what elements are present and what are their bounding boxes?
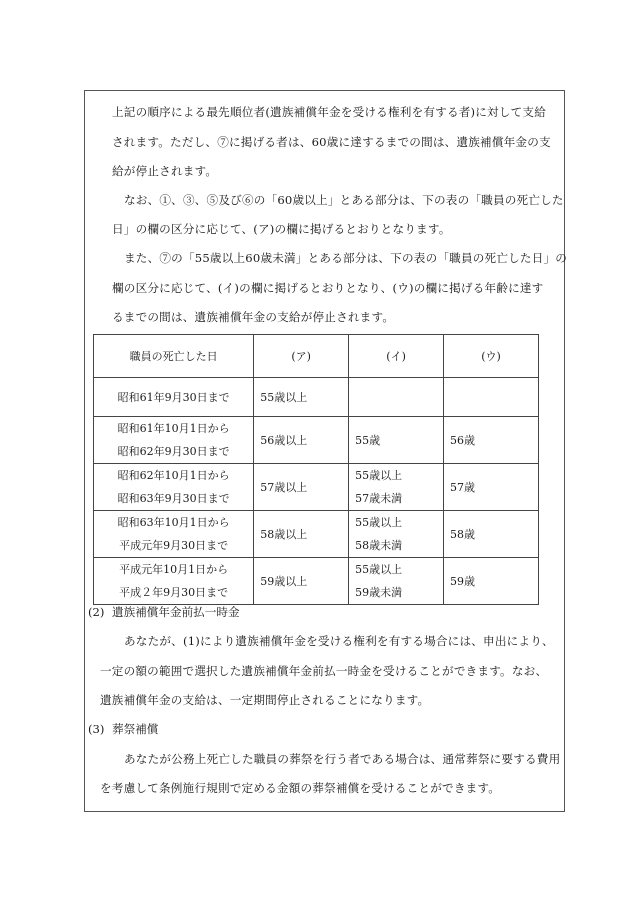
date-text: 平成元年9月30日まで bbox=[119, 539, 229, 552]
para1-line3: 給が停止されます。 bbox=[112, 164, 218, 178]
a-cell: 56歳以上 bbox=[254, 417, 349, 464]
date-text: 昭和61年9月30日まで bbox=[117, 391, 230, 404]
section3-line1: あなたが公務上死亡した職員の葬祭を行う者である場合は、通常葬祭に要する費用 bbox=[124, 752, 561, 766]
section2-line1: あなたが、(1)により遺族補償年金を受ける権利を有する場合には、申出により、 bbox=[124, 634, 554, 648]
section3-title: 葬祭補償 bbox=[112, 722, 159, 736]
date-cell bbox=[94, 464, 254, 511]
table-row bbox=[94, 378, 539, 417]
para3-line3: るまでの間は、遺族補償年金の支給が停止されます。 bbox=[112, 310, 395, 324]
u-cell: 56歳 bbox=[444, 417, 539, 464]
section3-line2: を考慮して条例施行規則で定める金額の葬祭補償を受けることができます。 bbox=[100, 781, 501, 795]
table-row bbox=[94, 558, 539, 605]
age-table bbox=[93, 334, 539, 605]
para3-line2: 欄の区分に応じて、(イ)の欄に掲げるとおりとなり、(ウ)の欄に掲げる年齢に達す bbox=[112, 281, 544, 295]
u-cell: 58歳 bbox=[444, 511, 539, 558]
u-cell: 59歳 bbox=[444, 558, 539, 605]
a-cell: 57歳以上 bbox=[254, 464, 349, 511]
table-row bbox=[94, 417, 539, 464]
header-cell: (イ) bbox=[349, 335, 444, 378]
para2-line1: なお、①、③、⑤及び⑥の「60歳以上」とある部分は、下の表の「職員の死亡した bbox=[124, 193, 564, 207]
section3-number: (3) bbox=[88, 722, 105, 736]
header-cell: (ウ) bbox=[444, 335, 539, 378]
date-text: 平成元年10月1日から bbox=[119, 563, 229, 576]
i-cell bbox=[349, 378, 444, 417]
date-text: 昭和61年10月1日から bbox=[117, 422, 230, 435]
date-cell bbox=[94, 558, 254, 605]
a-cell: 55歳以上 bbox=[254, 378, 349, 417]
date-cell bbox=[94, 511, 254, 558]
i-text: 55歳以上 bbox=[355, 469, 403, 482]
para3-line1: また、⑦の「55歳以上60歳未満」とある部分は、下の表の「職員の死亡した日」の bbox=[124, 251, 568, 265]
date-text: 昭和62年10月1日から bbox=[117, 469, 230, 482]
date-text: 昭和63年9月30日まで bbox=[117, 492, 230, 505]
date-cell bbox=[94, 417, 254, 464]
i-cell bbox=[349, 464, 444, 511]
table-row bbox=[94, 464, 539, 511]
section2-line3: 遺族補償年金の支給は、一定期間停止されることになります。 bbox=[100, 693, 430, 707]
header-cell: (ア) bbox=[254, 335, 349, 378]
header-cell: 職員の死亡した日 bbox=[94, 335, 254, 378]
i-text: 55歳以上 bbox=[355, 563, 403, 576]
i-cell bbox=[349, 558, 444, 605]
section2-title: 遺族補償年金前払一時金 bbox=[112, 605, 240, 619]
u-cell bbox=[444, 378, 539, 417]
section2-line2: 一定の額の範囲で選択した遺族補償年金前払一時金を受けることができます。なお、 bbox=[100, 664, 548, 678]
date-text: 昭和62年9月30日まで bbox=[117, 445, 230, 458]
section2-number: (2) bbox=[88, 605, 105, 619]
u-cell: 57歳 bbox=[444, 464, 539, 511]
table-header-row bbox=[94, 335, 539, 378]
para1-line1: 上記の順序による最先順位者(遺族補償年金を受ける権利を有する者)に対して支給 bbox=[112, 105, 547, 119]
date-text: 平成２年9月30日まで bbox=[119, 586, 229, 599]
i-text: 55歳以上 bbox=[355, 516, 403, 529]
i-text: 59歳未満 bbox=[355, 586, 403, 599]
date-text: 昭和63年10月1日から bbox=[117, 516, 230, 529]
i-text: 57歳未満 bbox=[355, 492, 403, 505]
table-row bbox=[94, 511, 539, 558]
a-cell: 59歳以上 bbox=[254, 558, 349, 605]
date-cell bbox=[94, 378, 254, 417]
i-cell bbox=[349, 511, 444, 558]
para1-line2: されます。ただし、⑦に掲げる者は、60歳に達するまでの間は、遺族補償年金の支 bbox=[112, 135, 551, 149]
i-cell: 55歳 bbox=[349, 417, 444, 464]
i-text: 58歳未満 bbox=[355, 539, 403, 552]
a-cell: 58歳以上 bbox=[254, 511, 349, 558]
para2-line2: 日」の欄の区分に応じて、(ア)の欄に掲げるとおりとなります。 bbox=[112, 222, 451, 236]
